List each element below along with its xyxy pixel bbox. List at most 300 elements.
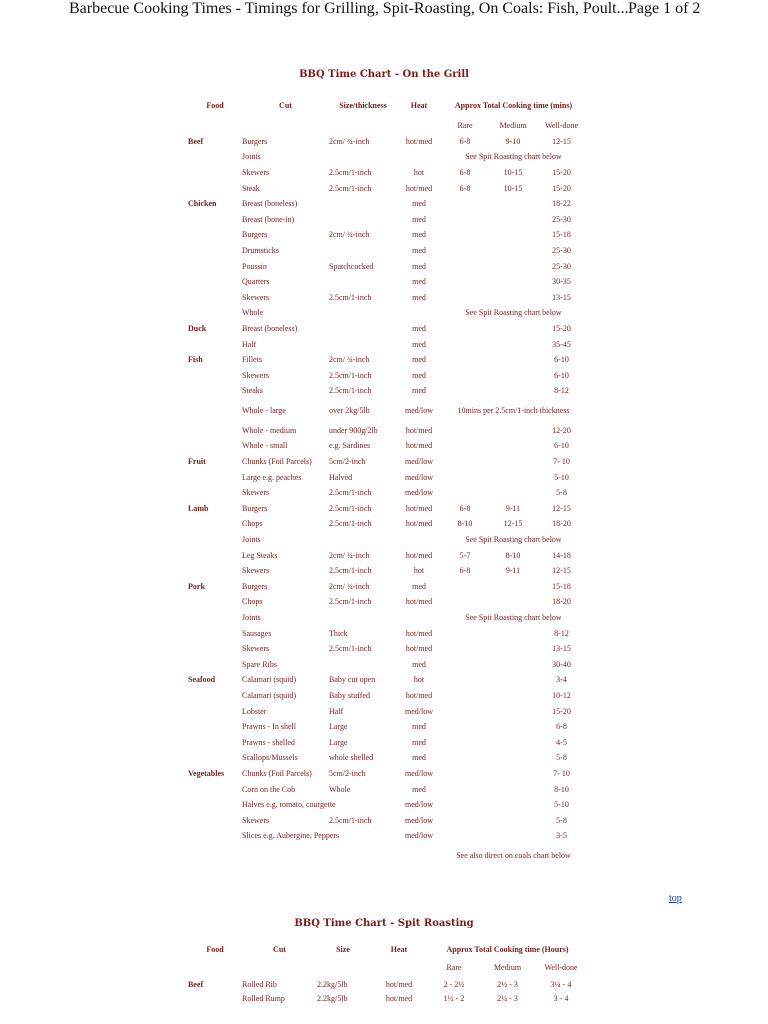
medium-cell: 9-10 bbox=[505, 136, 521, 146]
heat-cell: hot/med bbox=[385, 994, 413, 1003]
cut-cell: Skewers bbox=[242, 566, 270, 576]
heat-cell: hot/med bbox=[405, 644, 433, 654]
food-cell: Chicken bbox=[188, 199, 217, 209]
size-cell bbox=[329, 610, 397, 626]
cut-cell: Quarters bbox=[242, 277, 270, 287]
heat-cell bbox=[397, 306, 441, 322]
medium-cell bbox=[489, 470, 537, 486]
size-cell: 5cm/2-inch bbox=[329, 768, 366, 778]
table-row bbox=[188, 165, 586, 181]
rare-cell bbox=[441, 829, 489, 845]
heat-cell: med bbox=[412, 261, 426, 271]
note-cell: See Spit Roasting chart below bbox=[465, 308, 562, 318]
rare-cell: 6-8 bbox=[459, 503, 471, 513]
heat-cell: med/low bbox=[405, 406, 433, 416]
well-done-cell: 18-20 bbox=[552, 597, 571, 607]
well-done-cell: 25-30 bbox=[552, 261, 571, 271]
food-cell bbox=[188, 181, 242, 197]
medium-cell bbox=[489, 704, 537, 720]
size-cell: 2.2kg/5lb bbox=[317, 994, 348, 1003]
medium-cell bbox=[489, 595, 537, 611]
size-cell bbox=[329, 797, 397, 813]
rare-cell bbox=[441, 259, 489, 275]
size-cell: e.g. Sardines bbox=[329, 441, 371, 451]
table-row bbox=[188, 368, 586, 384]
size-cell bbox=[329, 150, 397, 166]
table-row bbox=[188, 399, 586, 423]
heat-cell: med/low bbox=[405, 815, 433, 825]
heat-cell: med bbox=[412, 339, 426, 349]
rare-cell bbox=[441, 579, 489, 595]
cut-cell: Slices e.g. Aubergine, Peppers bbox=[242, 831, 340, 841]
medium-cell bbox=[489, 579, 537, 595]
medium-cell bbox=[489, 782, 537, 798]
size-cell: 2cm/ ¾-inch bbox=[329, 581, 370, 591]
well-done-cell: 15-18 bbox=[552, 230, 571, 240]
well-done-cell: 15-20 bbox=[552, 323, 571, 333]
rare-cell bbox=[441, 274, 489, 290]
food-cell bbox=[188, 782, 242, 798]
rare-cell bbox=[441, 423, 489, 439]
table-row bbox=[188, 212, 586, 228]
food-cell bbox=[188, 813, 242, 829]
spit-header-rare: Rare bbox=[446, 963, 462, 972]
well-done-cell: 18-22 bbox=[552, 199, 571, 209]
cut-cell: Fillets bbox=[242, 355, 263, 365]
grill-chart-body bbox=[188, 134, 586, 868]
table-row bbox=[188, 532, 586, 548]
rare-cell bbox=[441, 657, 489, 673]
rare-cell bbox=[441, 813, 489, 829]
table-row bbox=[188, 274, 586, 290]
size-cell: 2cm/ ¾-inch bbox=[329, 136, 370, 146]
heat-cell: med bbox=[412, 737, 426, 747]
cut-cell: Drumsticks bbox=[242, 245, 279, 255]
size-cell: 2cm/ ¾-inch bbox=[329, 355, 370, 365]
rare-cell bbox=[441, 735, 489, 751]
rare-cell bbox=[441, 688, 489, 704]
table-row bbox=[188, 181, 586, 197]
heat-cell: med bbox=[412, 292, 426, 302]
heat-cell: hot/med bbox=[405, 425, 433, 435]
size-cell: 2.5cm/1-inch bbox=[329, 183, 372, 193]
medium-cell: 10-15 bbox=[503, 183, 523, 193]
medium-cell bbox=[489, 439, 537, 455]
table-row bbox=[188, 439, 586, 455]
spit-header-cut: Cut bbox=[273, 944, 286, 954]
heat-cell: hot/med bbox=[405, 519, 433, 529]
food-cell bbox=[188, 517, 242, 533]
rare-cell bbox=[441, 673, 489, 689]
size-cell: 2.5cm/1-inch bbox=[329, 386, 372, 396]
table-row bbox=[188, 610, 586, 626]
food-cell bbox=[188, 384, 242, 400]
size-cell: 2.5cm/1-inch bbox=[329, 167, 372, 177]
rare-cell bbox=[441, 641, 489, 657]
well-done-cell: 6-10 bbox=[554, 355, 569, 365]
cut-cell: Breast (boneless) bbox=[242, 199, 298, 209]
table-row bbox=[188, 782, 586, 798]
cut-cell: Chops bbox=[242, 597, 263, 607]
medium-cell bbox=[489, 657, 537, 673]
heat-cell: hot bbox=[413, 167, 425, 177]
heat-cell: hot/med bbox=[405, 183, 433, 193]
note-cell: See also direct on coals chart below bbox=[456, 851, 571, 861]
cut-cell: Breast (boneless) bbox=[242, 323, 298, 333]
cut-cell: Calamari (squid) bbox=[242, 675, 296, 685]
size-cell: 2cm/ ¾-inch bbox=[329, 230, 370, 240]
heat-cell: med bbox=[412, 581, 426, 591]
food-cell bbox=[188, 470, 242, 486]
table-row bbox=[188, 813, 586, 829]
food-cell bbox=[188, 704, 242, 720]
heat-cell: med bbox=[412, 230, 426, 240]
note-cell: See Spit Roasting chart below bbox=[465, 535, 562, 545]
food-cell bbox=[188, 290, 242, 306]
food-cell bbox=[188, 657, 242, 673]
table-row bbox=[188, 751, 586, 767]
heat-cell bbox=[397, 150, 441, 166]
size-cell: 2.5cm/1-inch bbox=[329, 815, 372, 825]
food-cell bbox=[188, 259, 242, 275]
well-done-cell: 30-40 bbox=[552, 659, 571, 669]
size-cell: Half bbox=[329, 706, 344, 716]
table-row bbox=[188, 384, 586, 400]
heat-cell: med/low bbox=[405, 472, 433, 482]
table-row bbox=[188, 844, 586, 868]
food-cell bbox=[188, 735, 242, 751]
cut-cell: Skewers bbox=[242, 370, 270, 380]
header-rare: Rare bbox=[457, 120, 473, 130]
table-row bbox=[188, 485, 586, 501]
size-cell: Large bbox=[329, 722, 348, 732]
well-done-cell: 4-5 bbox=[556, 737, 567, 747]
page-header bbox=[0, 0, 768, 22]
well-done-cell: 7- 10 bbox=[553, 457, 570, 467]
well-done-cell: 25-30 bbox=[552, 245, 571, 255]
table-row bbox=[188, 134, 586, 150]
table-row bbox=[188, 290, 586, 306]
table-row bbox=[188, 517, 586, 533]
heat-cell: hot/med bbox=[385, 980, 413, 989]
medium-cell bbox=[489, 384, 537, 400]
food-cell bbox=[188, 532, 242, 548]
well-done-cell: 5-8 bbox=[556, 488, 567, 498]
note-cell: See Spit Roasting chart below bbox=[465, 613, 562, 623]
top-link[interactable]: top bbox=[669, 893, 682, 904]
cut-cell: Burgers bbox=[242, 230, 268, 240]
cut-cell: Large e.g. peaches bbox=[242, 472, 302, 482]
table-row bbox=[188, 243, 586, 259]
heat-cell: hot/med bbox=[405, 136, 433, 146]
rare-cell bbox=[441, 290, 489, 306]
rare-cell bbox=[441, 766, 489, 782]
food-cell bbox=[188, 368, 242, 384]
medium-cell bbox=[489, 423, 537, 439]
grill-chart-title: BBQ Time Chart - On the Grill bbox=[299, 69, 469, 80]
cut-cell: Skewers bbox=[242, 644, 270, 654]
spit-header-food: Food bbox=[206, 944, 224, 954]
medium-cell bbox=[489, 454, 537, 470]
medium-cell bbox=[489, 766, 537, 782]
size-cell: 2.5cm/1-inch bbox=[329, 503, 372, 513]
well-done-cell: 3-4 bbox=[556, 675, 567, 685]
well-done-cell: 3¼ - 4 bbox=[550, 980, 572, 989]
food-cell bbox=[188, 992, 242, 1006]
table-row bbox=[188, 423, 586, 439]
cut-cell: Whole bbox=[242, 308, 264, 318]
medium-cell: 9-11 bbox=[505, 503, 521, 513]
well-done-cell: 13-15 bbox=[552, 644, 571, 654]
size-cell: 2cm/ ¾-inch bbox=[329, 550, 370, 560]
well-done-cell: 30-35 bbox=[552, 277, 571, 287]
well-done-cell: 5-10 bbox=[554, 800, 569, 810]
note-cell: 10mins per 2.5cm/1-inch thickness bbox=[457, 406, 570, 416]
grill-chart-table bbox=[188, 95, 586, 868]
header-size: Size/thickness bbox=[339, 101, 387, 110]
medium-cell bbox=[489, 719, 537, 735]
medium-cell bbox=[489, 673, 537, 689]
medium-cell bbox=[489, 259, 537, 275]
medium-cell bbox=[489, 641, 537, 657]
size-cell: Thick bbox=[329, 628, 348, 638]
header-medium: Medium bbox=[499, 120, 527, 130]
medium-cell bbox=[489, 485, 537, 501]
food-cell bbox=[188, 751, 242, 767]
cut-cell: Whole - small bbox=[242, 441, 288, 451]
medium-cell bbox=[489, 196, 537, 212]
rare-cell bbox=[441, 704, 489, 720]
rare-cell: 6-8 bbox=[459, 167, 471, 177]
heat-cell: med/low bbox=[405, 706, 433, 716]
size-cell: Halved bbox=[329, 472, 353, 482]
food-cell bbox=[188, 548, 242, 564]
table-row bbox=[188, 259, 586, 275]
well-done-cell: 6-8 bbox=[556, 722, 567, 732]
food-cell: Fish bbox=[188, 355, 203, 365]
rare-cell bbox=[441, 337, 489, 353]
rare-cell bbox=[441, 368, 489, 384]
table-row bbox=[188, 548, 586, 564]
well-done-cell: 7- 10 bbox=[553, 768, 570, 778]
medium-cell: 12-15 bbox=[503, 519, 523, 529]
header-well-done: Well-done bbox=[544, 120, 579, 130]
heat-cell bbox=[397, 844, 441, 868]
size-cell: Large bbox=[329, 737, 348, 747]
food-cell: Vegetables bbox=[188, 768, 225, 778]
rare-cell bbox=[441, 797, 489, 813]
cut-cell: Joints bbox=[242, 613, 261, 623]
rare-cell bbox=[441, 470, 489, 486]
cut-cell: Chunks (Foil Parcels) bbox=[242, 457, 312, 467]
medium-cell bbox=[489, 352, 537, 368]
food-cell bbox=[188, 150, 242, 166]
size-cell: 2.5cm/1-inch bbox=[329, 566, 372, 576]
well-done-cell: 15-20 bbox=[552, 706, 571, 716]
table-row bbox=[188, 579, 586, 595]
size-cell bbox=[329, 337, 397, 353]
cut-cell: Prawns - In shell bbox=[242, 722, 296, 732]
cut-cell: Lobster bbox=[242, 706, 267, 716]
cut-cell: Burgers bbox=[242, 581, 268, 591]
table-row bbox=[188, 321, 586, 337]
rare-cell bbox=[441, 212, 489, 228]
rare-cell bbox=[441, 751, 489, 767]
rare-cell bbox=[441, 454, 489, 470]
heat-cell: med bbox=[412, 277, 426, 287]
food-cell: Lamb bbox=[188, 503, 209, 513]
cut-cell bbox=[242, 844, 329, 868]
heat-cell: hot/med bbox=[405, 550, 433, 560]
food-cell bbox=[188, 626, 242, 642]
rare-cell bbox=[441, 782, 489, 798]
heat-cell: med bbox=[412, 199, 426, 209]
size-cell bbox=[329, 321, 397, 337]
size-cell bbox=[329, 532, 397, 548]
cut-cell: Skewers bbox=[242, 167, 270, 177]
medium-cell bbox=[489, 829, 537, 845]
food-cell bbox=[188, 337, 242, 353]
food-cell: Pork bbox=[188, 581, 205, 591]
size-cell: Whole bbox=[329, 784, 351, 794]
size-cell: 5cm/2-inch bbox=[329, 457, 366, 467]
table-row bbox=[188, 196, 586, 212]
medium-cell bbox=[489, 321, 537, 337]
cut-cell: Whole - medium bbox=[242, 425, 297, 435]
spit-header-cooking-time: Approx Total Cooking time (Hours) bbox=[446, 944, 569, 954]
rare-cell bbox=[441, 439, 489, 455]
heat-cell: hot/med bbox=[405, 441, 433, 451]
medium-cell bbox=[489, 797, 537, 813]
heat-cell: hot/med bbox=[405, 628, 433, 638]
rare-cell: 5-7 bbox=[459, 550, 471, 560]
table-row bbox=[188, 673, 586, 689]
cut-cell: Chunks (Foil Parcels) bbox=[242, 768, 312, 778]
cut-cell: Halves e.g. tomato, courgette bbox=[242, 800, 336, 810]
size-cell bbox=[329, 243, 397, 259]
well-done-cell: 13-15 bbox=[552, 292, 571, 302]
rare-cell bbox=[441, 595, 489, 611]
well-done-cell: 12-15 bbox=[552, 566, 571, 576]
well-done-cell: 35-45 bbox=[552, 339, 571, 349]
well-done-cell: 5-10 bbox=[554, 472, 569, 482]
page-number: Page 1 of 2 bbox=[628, 0, 701, 17]
well-done-cell: 6-10 bbox=[554, 441, 569, 451]
size-cell: Baby stuffed bbox=[329, 690, 370, 700]
medium-cell bbox=[489, 290, 537, 306]
well-done-cell: 18-20 bbox=[552, 519, 571, 529]
medium-cell bbox=[489, 813, 537, 829]
food-cell bbox=[188, 563, 242, 579]
well-done-cell: 3 - 4 bbox=[553, 994, 569, 1003]
rare-cell bbox=[441, 228, 489, 244]
header-cut: Cut bbox=[279, 101, 292, 110]
rare-cell: 6-8 bbox=[459, 136, 471, 146]
cut-cell: Half bbox=[242, 339, 257, 349]
medium-cell: 2¼ - 3 bbox=[497, 994, 518, 1003]
well-done-cell: 12-20 bbox=[552, 425, 571, 435]
size-cell: 2.5cm/1-inch bbox=[329, 370, 372, 380]
size-cell: under 900g/2lb bbox=[329, 425, 378, 435]
cut-cell: Sausages bbox=[242, 628, 272, 638]
cut-cell: Chops bbox=[242, 519, 263, 529]
heat-cell: med bbox=[412, 245, 426, 255]
medium-cell bbox=[489, 243, 537, 259]
food-cell bbox=[188, 595, 242, 611]
table-row bbox=[188, 626, 586, 642]
heat-cell: med bbox=[412, 214, 426, 224]
table-row bbox=[188, 688, 586, 704]
spit-chart-title: BBQ Time Chart - Spit Roasting bbox=[294, 918, 474, 929]
medium-cell bbox=[489, 751, 537, 767]
cut-cell: Poussin bbox=[242, 261, 267, 271]
size-cell: 2.5cm/1-inch bbox=[329, 644, 372, 654]
size-cell bbox=[329, 196, 397, 212]
medium-cell bbox=[489, 228, 537, 244]
table-row bbox=[188, 829, 586, 845]
rare-cell: 2 - 2½ bbox=[443, 980, 465, 989]
medium-cell bbox=[489, 626, 537, 642]
table-row bbox=[188, 735, 586, 751]
size-cell: Baby cut open bbox=[329, 675, 376, 685]
table-row bbox=[188, 501, 586, 517]
food-cell bbox=[188, 243, 242, 259]
header-cooking-time: Approx Total Cooking time (mins) bbox=[454, 101, 573, 110]
rare-cell: 1½ - 2 bbox=[443, 994, 465, 1003]
rare-cell: 8-10 bbox=[457, 519, 473, 529]
rare-cell bbox=[441, 196, 489, 212]
heat-cell bbox=[397, 610, 441, 626]
food-cell bbox=[188, 829, 242, 845]
heat-cell: med/low bbox=[405, 831, 433, 841]
medium-cell bbox=[489, 735, 537, 751]
size-cell bbox=[329, 829, 397, 845]
rare-cell: 6-8 bbox=[459, 566, 471, 576]
cut-cell: Skewers bbox=[242, 488, 270, 498]
heat-cell: med/low bbox=[405, 457, 433, 467]
well-done-cell: 8-10 bbox=[554, 784, 569, 794]
table-row bbox=[188, 337, 586, 353]
document-title: Barbecue Cooking Times - Timings for Grilling, Spit-Roasting, On Coals: Fish, Poult... bbox=[69, 0, 629, 17]
spit-chart-body bbox=[188, 978, 586, 1006]
medium-cell bbox=[489, 337, 537, 353]
size-cell: 2.5cm/1-inch bbox=[329, 597, 372, 607]
heat-cell: med/low bbox=[405, 768, 433, 778]
rare-cell bbox=[441, 384, 489, 400]
table-row bbox=[188, 641, 586, 657]
size-cell bbox=[329, 274, 397, 290]
heat-cell: med bbox=[412, 722, 426, 732]
food-cell bbox=[188, 228, 242, 244]
size-cell: 2.2kg/5lb bbox=[317, 980, 348, 989]
food-cell bbox=[188, 274, 242, 290]
table-row bbox=[188, 454, 586, 470]
medium-cell bbox=[489, 274, 537, 290]
spit-header-well-done: Well-done bbox=[544, 963, 578, 972]
heat-cell: med bbox=[412, 386, 426, 396]
food-cell bbox=[188, 844, 242, 868]
size-cell bbox=[329, 844, 397, 868]
note-cell: See Spit Roasting chart below bbox=[465, 152, 562, 162]
table-row bbox=[188, 657, 586, 673]
cut-cell: Joints bbox=[242, 152, 261, 162]
food-cell bbox=[188, 306, 242, 322]
well-done-cell: 12-15 bbox=[552, 136, 571, 146]
well-done-cell: 6-10 bbox=[554, 370, 569, 380]
rare-cell bbox=[441, 719, 489, 735]
cut-cell: Rolled Rump bbox=[242, 994, 285, 1003]
cut-cell: Skewers bbox=[242, 292, 270, 302]
